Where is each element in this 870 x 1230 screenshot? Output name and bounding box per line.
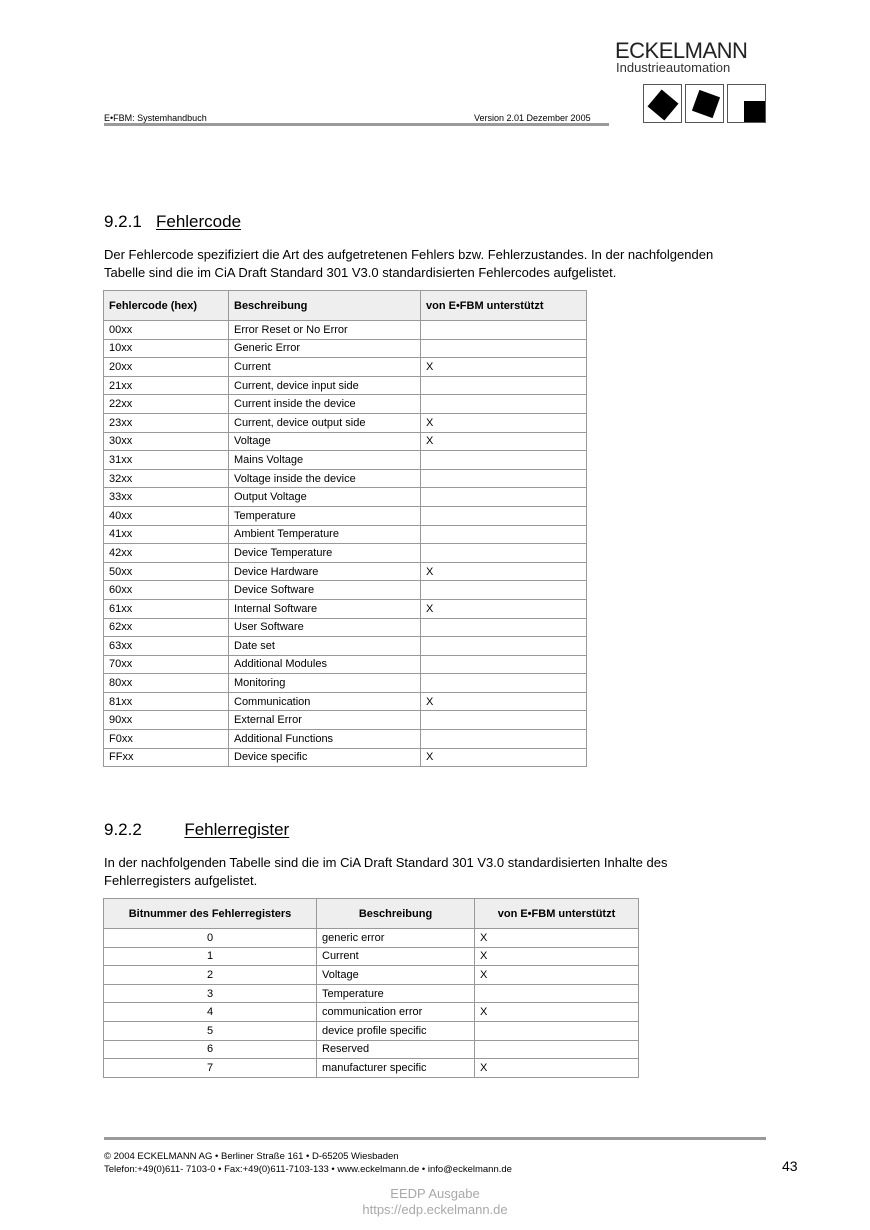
supported-cell: [421, 711, 587, 730]
supported-cell: [421, 488, 587, 507]
supported-cell: [421, 730, 587, 749]
table-row: [104, 395, 587, 414]
supported-cell: X: [421, 692, 587, 711]
supported-cell: X: [421, 358, 587, 377]
code-cell: 1: [104, 947, 317, 966]
code-cell: 22xx: [104, 395, 229, 414]
header-divider: [104, 123, 609, 126]
code-cell: 20xx: [104, 358, 229, 377]
description-cell: Current: [317, 947, 475, 966]
description-cell: Current, device output side: [229, 413, 421, 432]
description-cell: External Error: [229, 711, 421, 730]
footer-contact: Telefon:+49(0)611- 7103-0 • Fax:+49(0)611-7103-133 • www.eckelmann.de • info@eckelmann.de: [104, 1164, 512, 1175]
description-cell: Output Voltage: [229, 488, 421, 507]
table-row: [104, 637, 587, 656]
code-cell: 50xx: [104, 562, 229, 581]
description-cell: Current inside the device: [229, 395, 421, 414]
table-row: [104, 432, 587, 451]
supported-cell: [421, 469, 587, 488]
code-cell: 10xx: [104, 339, 229, 358]
code-cell: 81xx: [104, 692, 229, 711]
supported-cell: [475, 1040, 639, 1059]
table-row: [104, 321, 587, 340]
watermark-title: EEDP Ausgabe: [390, 1186, 480, 1201]
code-cell: 40xx: [104, 506, 229, 525]
table-row: [104, 929, 639, 948]
supported-cell: [421, 581, 587, 600]
supported-cell: X: [421, 562, 587, 581]
table-row: [104, 376, 587, 395]
supported-cell: [421, 506, 587, 525]
code-cell: 2: [104, 966, 317, 985]
code-cell: 32xx: [104, 469, 229, 488]
table-row: [104, 581, 587, 600]
supported-cell: [421, 655, 587, 674]
code-cell: 0: [104, 929, 317, 948]
description-cell: Voltage: [317, 966, 475, 985]
page-number: 43: [782, 1158, 798, 1174]
description-cell: device profile specific: [317, 1021, 475, 1040]
description-cell: Error Reset or No Error: [229, 321, 421, 340]
code-cell: 7: [104, 1059, 317, 1078]
code-cell: F0xx: [104, 730, 229, 749]
table-row: [104, 1003, 639, 1022]
code-cell: FFxx: [104, 748, 229, 767]
description-cell: manufacturer specific: [317, 1059, 475, 1078]
table-row: [104, 488, 587, 507]
fehlerregister-paragraph: In der nachfolgenden Tabelle sind die im CiA Draft Standard 301 V3.0 standardisierten Inhalte des Fehlerregisters aufgelistet.: [104, 855, 668, 888]
code-cell: 80xx: [104, 674, 229, 693]
description-cell: communication error: [317, 1003, 475, 1022]
table-row: [104, 674, 587, 693]
header-version: Version 2.01 Dezember 2005: [474, 113, 591, 123]
supported-cell: [421, 618, 587, 637]
description-cell: Voltage: [229, 432, 421, 451]
supported-cell: [421, 451, 587, 470]
section-heading-fehlerregister: 9.2.2 Fehlerregister: [104, 820, 290, 839]
table-row: [104, 711, 587, 730]
table-row: [104, 339, 587, 358]
supported-cell: X: [421, 432, 587, 451]
description-cell: Additional Functions: [229, 730, 421, 749]
code-cell: 60xx: [104, 581, 229, 600]
table-row: [104, 692, 587, 711]
table-row: [104, 966, 639, 985]
table-row: [104, 1021, 639, 1040]
description-cell: Device Hardware: [229, 562, 421, 581]
supported-cell: X: [421, 413, 587, 432]
supported-cell: [421, 321, 587, 340]
table-row: [104, 599, 587, 618]
code-cell: 62xx: [104, 618, 229, 637]
code-cell: 4: [104, 1003, 317, 1022]
column-header: Beschreibung: [317, 899, 475, 929]
code-cell: 61xx: [104, 599, 229, 618]
table-row: [104, 947, 639, 966]
code-cell: 70xx: [104, 655, 229, 674]
description-cell: Communication: [229, 692, 421, 711]
supported-cell: [421, 376, 587, 395]
description-cell: User Software: [229, 618, 421, 637]
supported-cell: [421, 395, 587, 414]
section-heading-fehlercode: 9.2.1 Fehlercode: [104, 212, 242, 231]
description-cell: Internal Software: [229, 599, 421, 618]
table-row: [104, 413, 587, 432]
code-cell: 63xx: [104, 637, 229, 656]
fehlercode-paragraph: Der Fehlercode spezifiziert die Art des aufgetretenen Fehlers bzw. Fehlerzustandes. In der nachfolgenden Tabelle sind die im CiA Draft Standard 301 V3.0 standardisierten Fehlercodes aufgelistet.: [104, 247, 714, 280]
supported-cell: X: [421, 599, 587, 618]
supported-cell: X: [475, 929, 639, 948]
column-header: von E•FBM unterstützt: [421, 291, 587, 321]
table-row: [104, 655, 587, 674]
code-cell: 90xx: [104, 711, 229, 730]
description-cell: Device Temperature: [229, 544, 421, 563]
footer-address: © 2004 ECKELMANN AG • Berliner Straße 161 • D-65205 Wiesbaden: [104, 1151, 399, 1162]
table-row: [104, 525, 587, 544]
supported-cell: [475, 1021, 639, 1040]
description-cell: Ambient Temperature: [229, 525, 421, 544]
column-header: Fehlercode (hex): [104, 291, 229, 321]
table-row: [104, 469, 587, 488]
table-row: [104, 1040, 639, 1059]
table-row: [104, 562, 587, 581]
code-cell: 33xx: [104, 488, 229, 507]
code-cell: 3: [104, 984, 317, 1003]
supported-cell: X: [475, 966, 639, 985]
code-cell: 31xx: [104, 451, 229, 470]
table-row: [104, 451, 587, 470]
description-cell: Additional Modules: [229, 655, 421, 674]
supported-cell: X: [475, 1059, 639, 1078]
fehlerregister-table: [103, 898, 639, 1078]
code-cell: 30xx: [104, 432, 229, 451]
logo-icon: [643, 84, 766, 123]
table-row: [104, 358, 587, 377]
description-cell: Reserved: [317, 1040, 475, 1059]
description-cell: generic error: [317, 929, 475, 948]
logo-subtitle: Industrieautomation: [616, 60, 731, 75]
code-cell: 41xx: [104, 525, 229, 544]
table-row: [104, 1059, 639, 1078]
description-cell: Current: [229, 358, 421, 377]
fehlercode-table: [103, 290, 587, 767]
code-cell: 23xx: [104, 413, 229, 432]
column-header: von E•FBM unterstützt: [475, 899, 639, 929]
description-cell: Temperature: [317, 984, 475, 1003]
column-header: Beschreibung: [229, 291, 421, 321]
supported-cell: X: [421, 748, 587, 767]
supported-cell: X: [475, 1003, 639, 1022]
table-row: [104, 730, 587, 749]
description-cell: Temperature: [229, 506, 421, 525]
code-cell: 21xx: [104, 376, 229, 395]
table-row: [104, 984, 639, 1003]
supported-cell: [475, 984, 639, 1003]
footer-divider: [104, 1137, 766, 1140]
table-row: [104, 748, 587, 767]
table-row: [104, 506, 587, 525]
description-cell: Device Software: [229, 581, 421, 600]
supported-cell: [421, 637, 587, 656]
description-cell: Generic Error: [229, 339, 421, 358]
description-cell: Voltage inside the device: [229, 469, 421, 488]
description-cell: Current, device input side: [229, 376, 421, 395]
description-cell: Date set: [229, 637, 421, 656]
table-row: [104, 618, 587, 637]
table-row: [104, 544, 587, 563]
column-header: Bitnummer des Fehlerregisters: [104, 899, 317, 929]
supported-cell: [421, 674, 587, 693]
watermark-url: https://edp.eckelmann.de: [362, 1202, 508, 1217]
logo-name: ECKELMANN: [615, 38, 748, 63]
code-cell: 42xx: [104, 544, 229, 563]
supported-cell: [421, 544, 587, 563]
description-cell: Mains Voltage: [229, 451, 421, 470]
code-cell: 5: [104, 1021, 317, 1040]
description-cell: Device specific: [229, 748, 421, 767]
supported-cell: [421, 525, 587, 544]
code-cell: 00xx: [104, 321, 229, 340]
supported-cell: [421, 339, 587, 358]
description-cell: Monitoring: [229, 674, 421, 693]
header-document-title: E•FBM: Systemhandbuch: [104, 113, 207, 123]
supported-cell: X: [475, 947, 639, 966]
code-cell: 6: [104, 1040, 317, 1059]
